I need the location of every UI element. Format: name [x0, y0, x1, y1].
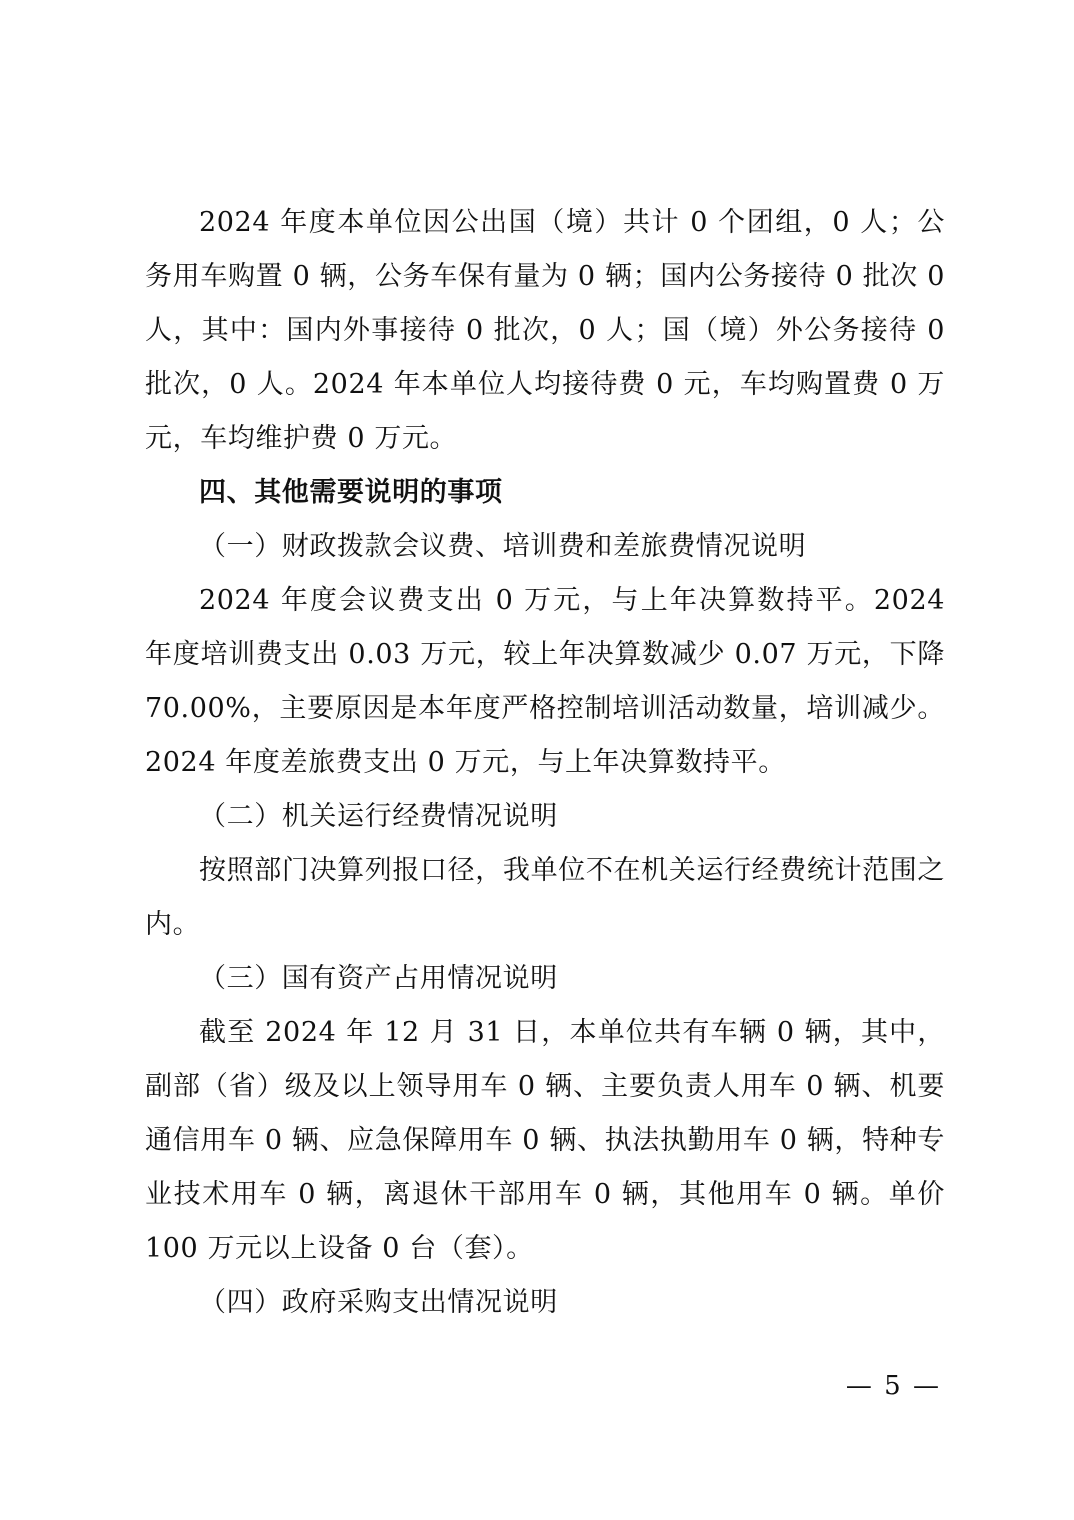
subheading-operating-expenses: （二）机关运行经费情况说明 — [199, 801, 558, 832]
paragraph-operating-expenses: 按照部门决算列报口径，我单位不在机关运行经费统计范围之内。 — [145, 855, 945, 940]
section-heading-other-matters: 四、其他需要说明的事项 — [199, 477, 503, 508]
subheading-meeting-training-travel: （一）财政拨款会议费、培训费和差旅费情况说明 — [199, 531, 807, 562]
paragraph-state-assets: 截至 2024 年 12 月 31 日，本单位共有车辆 0 辆，其中，副部（省）级及以上领导用车 0 辆、主要负责人用车 0 辆、机要通信用车 0 辆、应急保障用车 0 辆、执法执勤用车 0 辆，特种专业技术用车 0 辆，离退休干部用车 0 辆，其他用车 0 辆。单价 100 万元以上设备 0 台（套）。 — [145, 1017, 945, 1264]
subheading-government-procurement: （四）政府采购支出情况说明 — [199, 1287, 558, 1318]
subheading-state-assets: （三）国有资产占用情况说明 — [199, 963, 558, 994]
paragraph-overseas-vehicles-reception: 2024 年度本单位因公出国（境）共计 0 个团组，0 人；公务用车购置 0 辆，公务车保有量为 0 辆；国内公务接待 0 批次 0 人，其中：国内外事接待 0 批次，0 人；国（境）外公务接待 0 批次，0 人。2024 年本单位人均接待费 0 元，车均购置费 0 万元，车均维护费 0 万元。 — [145, 207, 945, 454]
page-number: — 5 — — [845, 1371, 941, 1401]
paragraph-meeting-training-travel: 2024 年度会议费支出 0 万元，与上年决算数持平。2024 年度培训费支出 0.03 万元，较上年决算数减少 0.07 万元，下降 70.00%，主要原因是本年度严格控制培训活动数量，培训减少。2024 年度差旅费支出 0 万元，与上年决算数持平。 — [145, 585, 945, 778]
document-body — [145, 196, 945, 1330]
